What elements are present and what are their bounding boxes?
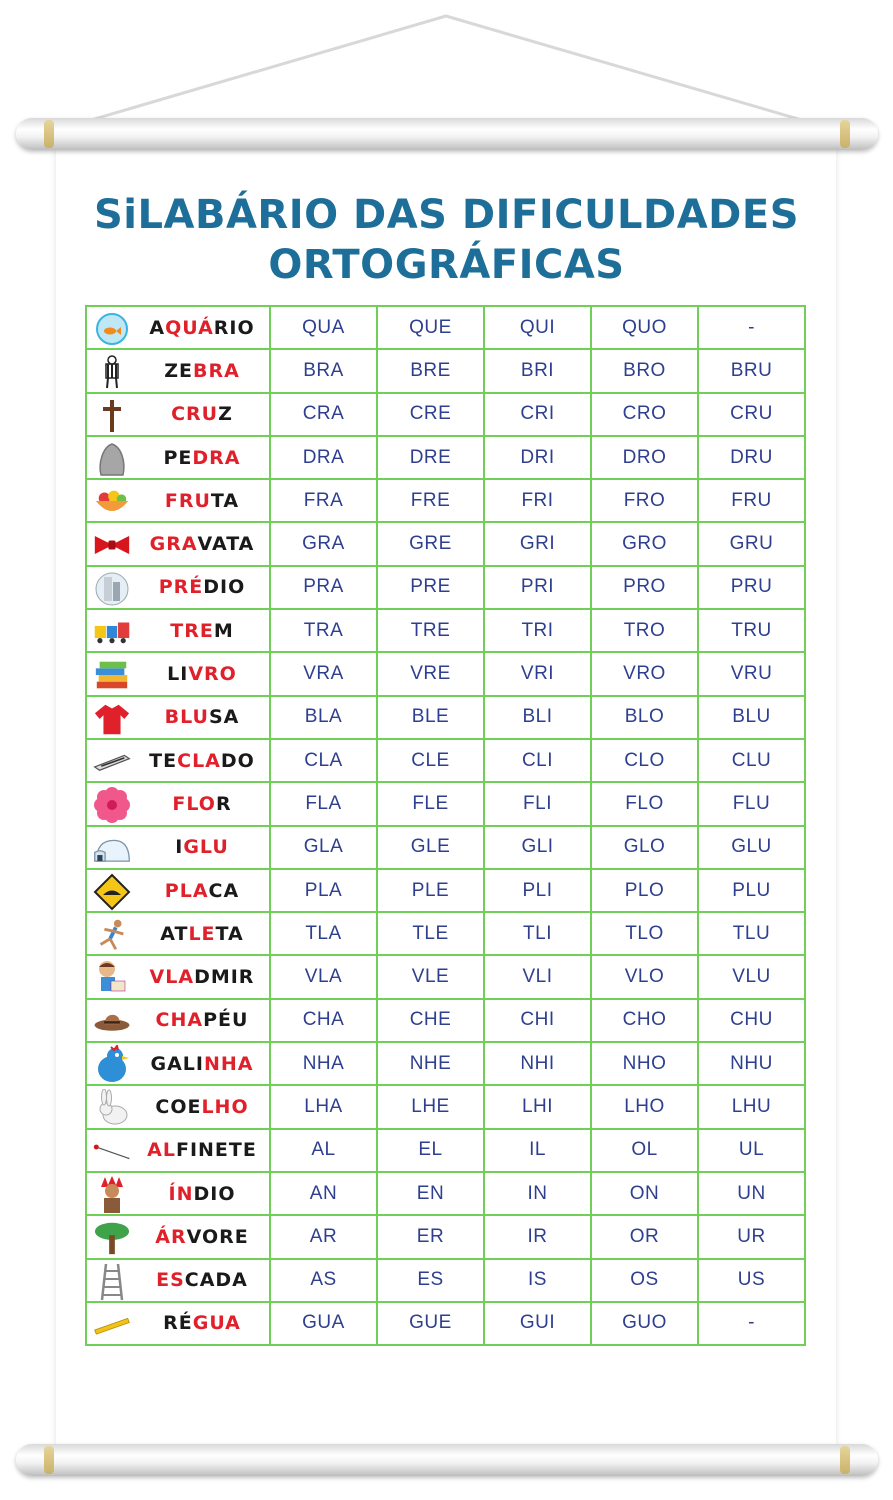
syllable-cell: LHE (377, 1085, 484, 1128)
syllable-cell: PLI (484, 869, 591, 912)
table-row (86, 955, 805, 998)
word-highlight-part: PRÉ (158, 576, 204, 599)
syllable-cell: TRO (591, 609, 698, 652)
syllable-cell: CLA (270, 739, 377, 782)
syllable-cell: QUO (591, 306, 698, 349)
syllable-cell: FRE (377, 479, 484, 522)
example-word (139, 1086, 265, 1127)
syllable-cell: PLU (698, 869, 805, 912)
flower-icon (93, 788, 131, 822)
table-row (86, 1172, 805, 1215)
syllable-cell: FLO (591, 782, 698, 825)
syllable-cell: TRA (270, 609, 377, 652)
syllable-cell: ER (377, 1215, 484, 1258)
syllable-cell: GLI (484, 826, 591, 869)
word-highlight-part: VRO (188, 663, 237, 686)
syllable-cell: GRE (377, 522, 484, 565)
syllable-cell: LHA (270, 1085, 377, 1128)
syllable-cell: BRI (484, 349, 591, 392)
word-part: TA (210, 489, 240, 512)
word-part: I (175, 836, 184, 859)
syllable-cell: CHO (591, 999, 698, 1042)
word-part: VATA (197, 533, 255, 556)
syllable-cell: CHE (377, 999, 484, 1042)
word-highlight-part: CLA (177, 749, 221, 772)
syllable-cell: IN (484, 1172, 591, 1215)
word-highlight-part: NHA (203, 1052, 254, 1075)
syllable-cell: VRO (591, 652, 698, 695)
word-cell (86, 955, 270, 998)
syllable-cell: CLE (377, 739, 484, 782)
syllable-cell: GRO (591, 522, 698, 565)
word-cell (86, 1172, 270, 1215)
stone-icon (93, 442, 131, 476)
word-part: R (215, 792, 232, 815)
word-highlight-part: QUÁ (165, 316, 214, 339)
syllable-cell: VLA (270, 955, 377, 998)
syllable-cell: US (698, 1259, 805, 1302)
syllable-cell: EN (377, 1172, 484, 1215)
runner-icon (93, 918, 131, 952)
syllable-cell: BLI (484, 696, 591, 739)
syllable-cell: OR (591, 1215, 698, 1258)
syllable-cell: ES (377, 1259, 484, 1302)
syllable-cell: LHO (591, 1085, 698, 1128)
word-part: GALI (150, 1052, 204, 1075)
syllable-cell: OS (591, 1259, 698, 1302)
syllable-cell: PRO (591, 566, 698, 609)
syllable-cell: IR (484, 1215, 591, 1258)
word-highlight-part: DRA (192, 446, 241, 469)
example-word (139, 480, 265, 521)
train-icon (93, 615, 131, 649)
example-word (139, 1303, 265, 1344)
syllable-cell: NHE (377, 1042, 484, 1085)
syllable-cell: TLO (591, 912, 698, 955)
syllable-cell: CHU (698, 999, 805, 1042)
word-highlight-part: PLA (164, 879, 209, 902)
example-word (139, 350, 265, 391)
word-highlight-part: FLO (172, 792, 216, 815)
syllable-cell: VRU (698, 652, 805, 695)
word-highlight-part: GLU (183, 836, 229, 859)
building-icon (93, 572, 131, 606)
word-highlight-part: AL (147, 1139, 176, 1162)
example-word (139, 827, 265, 868)
word-part: DMIR (194, 966, 255, 989)
word-highlight-part: FRU (164, 489, 211, 512)
syllable-cell: BRE (377, 349, 484, 392)
word-highlight-part: CRU (171, 403, 219, 426)
syllable-cell: GUO (591, 1302, 698, 1345)
syllable-cell: DRO (591, 436, 698, 479)
word-part: VORE (186, 1225, 249, 1248)
word-part: TA (215, 922, 244, 945)
syllable-cell: CHI (484, 999, 591, 1042)
syllable-cell: GLA (270, 826, 377, 869)
page-title (0, 190, 893, 290)
word-cell (86, 1085, 270, 1128)
word-cell (86, 522, 270, 565)
syllable-cell: TLI (484, 912, 591, 955)
syllable-cell: TLU (698, 912, 805, 955)
table-row (86, 696, 805, 739)
word-cell (86, 1302, 270, 1345)
syllable-cell: NHU (698, 1042, 805, 1085)
syllable-cell: VLO (591, 955, 698, 998)
word-cell (86, 436, 270, 479)
word-highlight-part: BLU (164, 706, 209, 729)
word-part: CADA (184, 1269, 248, 1292)
example-word (139, 956, 265, 997)
syllable-cell: AS (270, 1259, 377, 1302)
syllable-table (85, 305, 806, 1346)
word-part: DO (220, 749, 255, 772)
word-cell (86, 912, 270, 955)
table-row (86, 869, 805, 912)
syllable-cell: CRA (270, 393, 377, 436)
title-line-1: SiLABÁRIO DAS DIFICULDADES (93, 192, 800, 238)
title-line-2: ORTOGRÁFICAS (268, 242, 625, 288)
word-cell (86, 1129, 270, 1172)
example-word (139, 653, 265, 694)
syllable-cell: PLE (377, 869, 484, 912)
syllable-cell: GUI (484, 1302, 591, 1345)
word-cell (86, 782, 270, 825)
ruler-icon (93, 1308, 131, 1342)
syllable-cell: VRA (270, 652, 377, 695)
syllable-cell: BRU (698, 349, 805, 392)
zebra-icon (93, 355, 131, 389)
rabbit-icon (93, 1091, 131, 1125)
word-part: A (149, 316, 166, 339)
keyboard-icon (93, 745, 131, 779)
example-word (139, 1260, 265, 1301)
word-highlight-part: BRA (192, 359, 240, 382)
indian-icon (93, 1178, 131, 1212)
example-word (139, 307, 265, 348)
syllable-cell: AN (270, 1172, 377, 1215)
chicken-icon (93, 1048, 131, 1082)
syllable-cell: FRI (484, 479, 591, 522)
syllable-cell: FRO (591, 479, 698, 522)
syllable-cell: FLA (270, 782, 377, 825)
example-word (139, 783, 265, 824)
road-sign-icon (93, 875, 131, 909)
syllable-cell: IL (484, 1129, 591, 1172)
syllable-cell: - (698, 1302, 805, 1345)
syllable-cell: CRU (698, 393, 805, 436)
syllable-cell: LHI (484, 1085, 591, 1128)
word-part: FINETE (175, 1139, 257, 1162)
word-cell (86, 393, 270, 436)
example-word (139, 567, 265, 608)
syllable-cell: BLA (270, 696, 377, 739)
syllable-cell: CLU (698, 739, 805, 782)
example-word (139, 1173, 265, 1214)
example-word (139, 1216, 265, 1257)
word-part: COE (155, 1095, 202, 1118)
word-highlight-part: GRA (149, 533, 198, 556)
word-part: AT (160, 922, 189, 945)
example-word (139, 740, 265, 781)
syllable-cell: TRU (698, 609, 805, 652)
fruit-bowl-icon (93, 485, 131, 519)
syllable-cell: VRE (377, 652, 484, 695)
word-highlight-part: ÁR (155, 1225, 187, 1248)
syllable-cell: IS (484, 1259, 591, 1302)
syllable-cell: CRO (591, 393, 698, 436)
syllable-cell: GLO (591, 826, 698, 869)
ladder-icon (93, 1265, 131, 1299)
example-word (139, 394, 265, 435)
syllable-cell: FRU (698, 479, 805, 522)
table-row (86, 306, 805, 349)
syllable-cell: UR (698, 1215, 805, 1258)
table-row (86, 826, 805, 869)
table-row (86, 1302, 805, 1345)
syllable-cell: PRE (377, 566, 484, 609)
word-cell (86, 349, 270, 392)
syllable-cell: PRI (484, 566, 591, 609)
syllable-cell: DRI (484, 436, 591, 479)
word-part: RÉ (163, 1312, 193, 1335)
word-highlight-part: LE (188, 922, 216, 945)
word-cell (86, 696, 270, 739)
table-row (86, 349, 805, 392)
word-cell (86, 999, 270, 1042)
example-word (139, 913, 265, 954)
bowtie-icon (93, 528, 131, 562)
top-rod (16, 118, 878, 150)
example-word (139, 437, 265, 478)
syllable-cell: GRU (698, 522, 805, 565)
word-part: SA (208, 706, 240, 729)
word-highlight-part: LHO (201, 1095, 249, 1118)
syllable-cell: BLU (698, 696, 805, 739)
syllable-cell: GUE (377, 1302, 484, 1345)
syllable-cell: FRA (270, 479, 377, 522)
syllable-cell: GRI (484, 522, 591, 565)
word-highlight-part: GUA (192, 1312, 241, 1335)
word-part: PÉU (203, 1009, 249, 1032)
syllable-cell: TRE (377, 609, 484, 652)
table-row (86, 393, 805, 436)
word-part: Z (218, 403, 233, 426)
word-part: LI (167, 663, 189, 686)
example-word (139, 1000, 265, 1041)
syllable-cell: QUE (377, 306, 484, 349)
example-word (139, 870, 265, 911)
word-highlight-part: CHA (155, 1009, 204, 1032)
syllable-cell: FLE (377, 782, 484, 825)
syllable-cell: DRU (698, 436, 805, 479)
syllable-cell: BRO (591, 349, 698, 392)
syllable-cell: BLO (591, 696, 698, 739)
table-row (86, 782, 805, 825)
table-row (86, 1129, 805, 1172)
word-cell (86, 1259, 270, 1302)
syllable-cell: NHO (591, 1042, 698, 1085)
syllable-cell: OL (591, 1129, 698, 1172)
example-word (139, 523, 265, 564)
table-row (86, 1085, 805, 1128)
table-row (86, 522, 805, 565)
word-part: M (213, 619, 234, 642)
syllable-cell: LHU (698, 1085, 805, 1128)
word-part: PE (163, 446, 193, 469)
table-row (86, 436, 805, 479)
table-row (86, 739, 805, 782)
word-cell (86, 306, 270, 349)
cross-icon (93, 399, 131, 433)
word-cell (86, 479, 270, 522)
table-row (86, 1215, 805, 1258)
word-highlight-part: ÍN (168, 1182, 194, 1205)
syllable-cell: BRA (270, 349, 377, 392)
word-cell (86, 1042, 270, 1085)
syllable-cell: FLI (484, 782, 591, 825)
word-cell (86, 652, 270, 695)
syllable-cell: AR (270, 1215, 377, 1258)
syllable-cell: GRA (270, 522, 377, 565)
word-part: DIO (193, 1182, 236, 1205)
table-row (86, 1259, 805, 1302)
word-cell (86, 869, 270, 912)
syllable-cell: FLU (698, 782, 805, 825)
syllable-cell: VLI (484, 955, 591, 998)
syllable-cell: BLE (377, 696, 484, 739)
pin-icon (93, 1135, 131, 1169)
example-word (139, 1130, 265, 1171)
example-word (139, 1043, 265, 1084)
word-cell (86, 566, 270, 609)
hat-icon (93, 1005, 131, 1039)
table-row (86, 566, 805, 609)
table-row (86, 652, 805, 695)
syllable-cell: ON (591, 1172, 698, 1215)
table-row (86, 1042, 805, 1085)
books-icon (93, 658, 131, 692)
word-cell (86, 609, 270, 652)
syllable-cell: NHI (484, 1042, 591, 1085)
syllable-cell: CLI (484, 739, 591, 782)
syllable-cell: VRI (484, 652, 591, 695)
syllable-cell: CHA (270, 999, 377, 1042)
syllable-cell: PLA (270, 869, 377, 912)
word-highlight-part: VLA (149, 966, 195, 989)
table-row (86, 479, 805, 522)
syllable-cell: NHA (270, 1042, 377, 1085)
word-highlight-part: TRE (170, 619, 214, 642)
syllable-cell: PRU (698, 566, 805, 609)
syllable-cell: QUA (270, 306, 377, 349)
boy-reading-icon (93, 961, 131, 995)
syllable-cell: VLU (698, 955, 805, 998)
syllable-cell: GLE (377, 826, 484, 869)
word-cell (86, 1215, 270, 1258)
example-word (139, 697, 265, 738)
syllable-cell: PLO (591, 869, 698, 912)
syllable-cell: DRE (377, 436, 484, 479)
syllable-cell: CRE (377, 393, 484, 436)
syllable-cell: UN (698, 1172, 805, 1215)
tree-icon (93, 1221, 131, 1255)
syllable-cell: - (698, 306, 805, 349)
syllable-cell: TRI (484, 609, 591, 652)
syllable-cell: CRI (484, 393, 591, 436)
table-row (86, 999, 805, 1042)
igloo-icon (93, 832, 131, 866)
syllable-cell: EL (377, 1129, 484, 1172)
word-cell (86, 739, 270, 782)
syllable-cell: GLU (698, 826, 805, 869)
syllable-cell: PRA (270, 566, 377, 609)
word-part: ZE (164, 359, 193, 382)
syllable-cell: DRA (270, 436, 377, 479)
example-word (139, 610, 265, 651)
word-part: DIO (203, 576, 246, 599)
word-part: CA (208, 879, 240, 902)
word-part: RIO (213, 316, 255, 339)
fishbowl-icon (93, 312, 131, 346)
syllable-cell: UL (698, 1129, 805, 1172)
syllable-cell: VLE (377, 955, 484, 998)
syllable-cell: QUI (484, 306, 591, 349)
syllable-cell: TLA (270, 912, 377, 955)
word-highlight-part: ES (156, 1269, 185, 1292)
syllable-cell: TLE (377, 912, 484, 955)
table-row (86, 609, 805, 652)
word-cell (86, 826, 270, 869)
table-row (86, 912, 805, 955)
syllable-cell: AL (270, 1129, 377, 1172)
syllable-cell: GUA (270, 1302, 377, 1345)
syllable-cell: CLO (591, 739, 698, 782)
blouse-icon (93, 702, 131, 736)
bottom-rod (16, 1444, 878, 1476)
word-part: TE (149, 749, 178, 772)
